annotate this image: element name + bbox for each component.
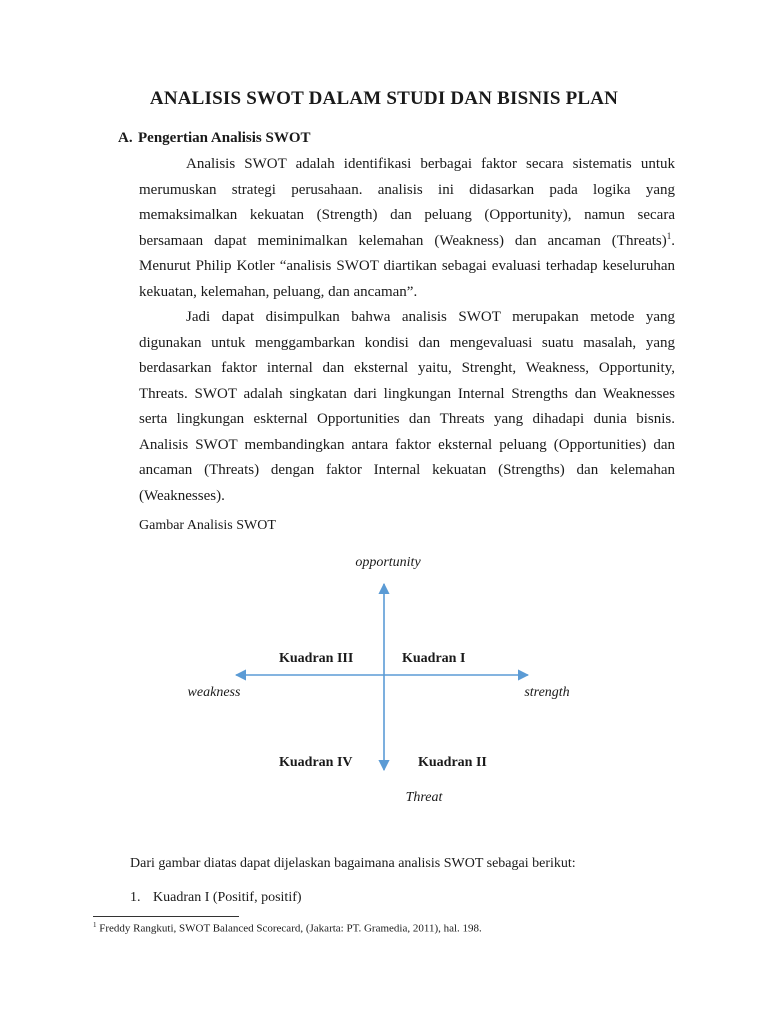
paragraph-1-text: Analisis SWOT adalah identifikasi berbagai faktor secara sistematis untuk merumuskan strategi perusahaan. analisis ini didasarkan pada logika yang memaksimalkan kekuatan (Strength) dan peluang (Opportunity), namun secara bersamaan dapat meminimalkan kelemahan (Weakness) dan ancaman (Threats): [139, 156, 675, 249]
footnote-number: 1: [93, 921, 97, 929]
page-title: ANALISIS SWOT DALAM STUDI DAN BISNIS PLAN: [149, 88, 619, 109]
figure-description: Dari gambar diatas dapat dijelaskan bagaimana analisis SWOT sebagai berikut:: [130, 856, 576, 871]
list-text: Kuadran I (Positif, positif): [153, 890, 302, 905]
footnote: [93, 921, 482, 935]
paragraph-2: [139, 305, 675, 509]
axis-label-strength: strength: [524, 685, 570, 700]
paragraph-2-text: Jadi dapat disimpulkan bahwa analisis SWOT merupakan metode yang digunakan untuk menggambarkan kondisi dan mengevaluasi suatu masalah, yang berdasarkan faktor internal dan eksternal yaitu, Strenght, Weakness, Opportunity, Threats. SWOT adalah singkatan dari lingkungan Internal Strengths dan Weaknesses serta lingkungan eskternal Opportunities dan Threats yang dihadapi dunia bisnis. Analisis SWOT membandingkan antara faktor eksternal peluang (Opportunities) dan ancaman (Threats) dengan faktor Internal kekuatan (Strengths) dan kelemahan (Weaknesses).: [139, 309, 675, 504]
section-letter: A.: [118, 130, 133, 146]
axis-label-opportunity: opportunity: [355, 555, 421, 570]
list-number: 1.: [130, 890, 141, 905]
quadrant-4-label: Kuadran IV: [279, 755, 353, 770]
figure-caption: Gambar Analisis SWOT: [139, 518, 276, 533]
paragraph-1: [139, 152, 675, 305]
footnote-reference: 1: [666, 230, 672, 241]
paragraph-1-text-cont: . Menurut Philip Kotler “analisis SWOT diartikan sebagai evaluasi terhadap keseluruhan kekuatan, kelemahan, peluang, dan ancaman”.: [139, 232, 675, 300]
quadrant-2-label: Kuadran II: [418, 755, 487, 770]
axis-label-threat: Threat: [405, 790, 443, 805]
quadrant-1-label: Kuadran I: [402, 651, 466, 666]
footnote-divider: [93, 916, 239, 917]
list-item: [130, 890, 302, 906]
section-heading-text: Pengertian Analisis SWOT: [138, 130, 311, 146]
quadrant-3-label: Kuadran III: [279, 651, 354, 666]
swot-diagram: [0, 540, 768, 820]
footnote-text: Freddy Rangkuti, SWOT Balanced Scorecard, (Jakarta: PT. Gramedia, 2011), hal. 198.: [96, 922, 482, 935]
section-heading: [118, 130, 311, 147]
body-text: [139, 152, 675, 509]
axis-label-weakness: weakness: [187, 685, 241, 700]
